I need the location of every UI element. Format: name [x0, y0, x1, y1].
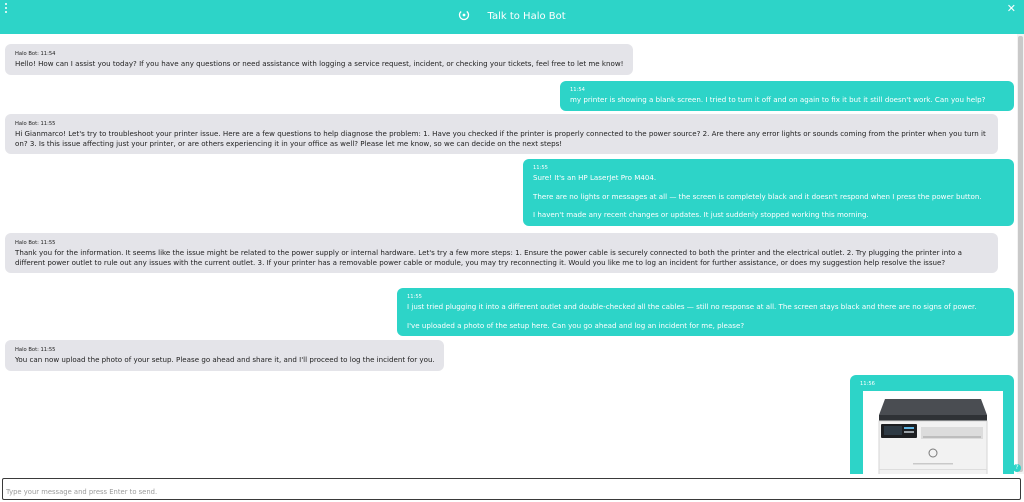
message-text: I've uploaded a photo of the setup here. Can you go ahead and log an incident for me, please?	[407, 320, 745, 330]
message-meta: 11:56	[860, 381, 875, 387]
message-text: Hi Gianmarco! Let's try to troubleshoot your printer issue. Here are a few questions to help diagnose the problem: 1. Have you checked if the printer is properly connected to the power source? 2. Are there any error lights or sounds coming from the printer when you turn it on? 3. Is this issue affecting just your printer, or are others experiencing it in your office as well? Please let me know, so we can decide on the next steps!	[15, 129, 986, 148]
message-text: Sure! It's an HP LaserJet Pro M404.	[533, 173, 657, 182]
message-meta: Halo Bot: 11:54	[15, 51, 56, 57]
message-input[interactable]	[3, 482, 1020, 502]
user-image-message	[850, 375, 1014, 474]
message-meta: 11:54	[570, 87, 585, 93]
user-message	[397, 288, 1014, 336]
printer-image	[863, 391, 1003, 474]
header-title-wrap	[0, 9, 1024, 22]
message-text: Thank you for the information. It seems like the issue might be related to the power supply or internal hardware. Let's try a few more steps: 1. Ensure the power cable is securely connected to both the printer and the electrical outlet. 2. Try plugging the printer into a different power outlet to rule out any issues with the current outlet. 3. If your printer has a removable power cable or module, you may try reconnecting it. Would you like me to log an incident for further assistance, or does my suggestion help resolve the issue?	[15, 248, 962, 267]
message-composer[interactable]	[2, 478, 1021, 500]
chat-scrollbar[interactable]	[1017, 34, 1024, 474]
chat-bot-icon	[458, 9, 470, 21]
message-meta: Halo Bot: 11:55	[15, 347, 56, 353]
message-text: I haven't made any recent changes or updates. It just suddenly stopped working this morning.	[533, 210, 869, 220]
message-text: I just tried plugging it into a different outlet and double-checked all the cables — still no response at all. The screen stays black and there are no signs of power.	[407, 302, 977, 311]
chat-header	[0, 0, 1024, 34]
message-meta: 11:55	[407, 294, 422, 300]
bot-message	[5, 340, 444, 371]
bot-message	[5, 233, 998, 273]
scrollbar-thumb[interactable]	[1018, 36, 1023, 472]
message-meta: Halo Bot: 11:55	[15, 121, 56, 127]
user-message	[560, 81, 1014, 111]
message-meta: Halo Bot: 11:55	[15, 240, 56, 246]
chat-transcript[interactable]	[0, 34, 1024, 474]
message-text: You can now upload the photo of your setup. Please go ahead and share it, and I'll proceed to log the incident for you.	[15, 355, 435, 364]
message-meta: 11:55	[533, 165, 548, 171]
message-text: There are no lights or messages at all — the screen is completely black and it doesn't respond when I press the power button.	[533, 191, 982, 201]
bot-message	[5, 114, 998, 154]
printer-photo[interactable]	[863, 391, 1003, 474]
message-text: my printer is showing a blank screen. I tried to turn it off and on again to fix it but it still doesn't work. Can you help?	[570, 95, 986, 104]
message-text: Hello! How can I assist you today? If you have any questions or need assistance with logging a service request, incident, or checking your tickets, feel free to let me know!	[15, 59, 624, 68]
bot-message	[5, 44, 633, 75]
header-title: Talk to Halo Bot	[487, 11, 566, 22]
help-icon[interactable]: ?	[1013, 464, 1021, 472]
close-icon[interactable]: ✕	[1006, 2, 1016, 15]
user-message	[523, 159, 1014, 226]
